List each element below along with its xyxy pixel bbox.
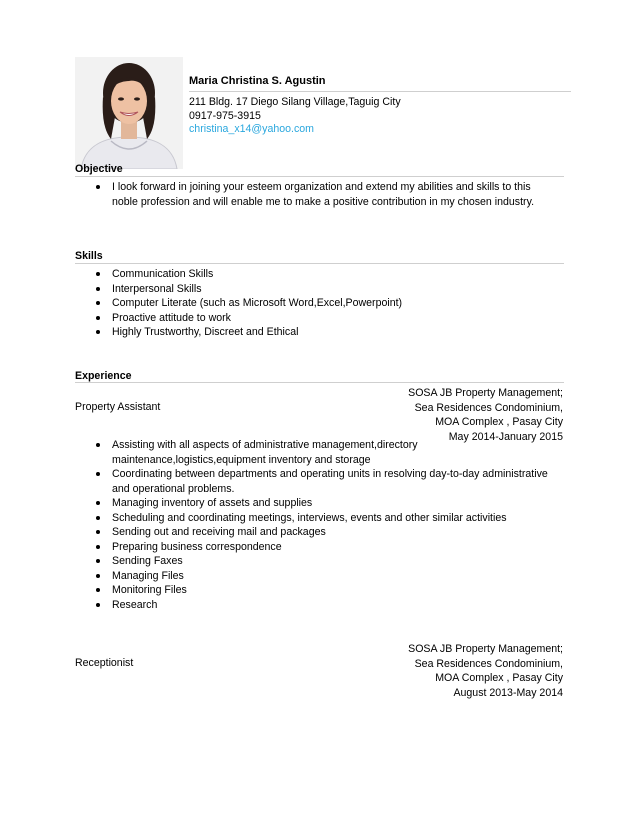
job-company-block — [408, 386, 563, 444]
list-item: I look forward in joining your esteem organization and extend my abilities and skills to this noble profession and will enable me to make a positive contribution in my chosen industry. — [95, 180, 555, 209]
list-item: Scheduling and coordinating meetings, interviews, events and other similar activities — [95, 511, 555, 526]
list-item: Managing inventory of assets and supplies — [95, 496, 555, 511]
phone-number: 0917-975-3915 — [189, 110, 261, 122]
skills-divider — [75, 263, 564, 264]
list-item: Preparing business correspondence — [95, 540, 555, 555]
person-photo-icon — [75, 57, 183, 169]
company-line: SOSA JB Property Management; — [408, 387, 563, 399]
job-dates: May 2014-January 2015 — [448, 430, 563, 443]
list-item: Interpersonal Skills — [95, 282, 555, 297]
job-title: Property Assistant — [75, 401, 161, 413]
list-item: Sending out and receiving mail and packages — [95, 525, 555, 540]
list-item: Research — [95, 598, 555, 613]
list-item: Monitoring Files — [95, 583, 555, 598]
list-item: Assisting with all aspects of administrative management,directory maintenance,logistics,equipment inventory and storage — [95, 438, 555, 467]
address: 211 Bldg. 17 Diego Silang Village,Taguig City — [189, 96, 401, 108]
skills-list — [95, 267, 555, 340]
experience-heading: Experience — [75, 370, 132, 382]
list-item: Sending Faxes — [95, 554, 555, 569]
list-item: Coordinating between departments and operating units in resolving day-to-day administrative and operational problems. — [95, 467, 555, 496]
job-company-block — [408, 642, 563, 700]
experience-divider — [75, 382, 564, 383]
skills-heading: Skills — [75, 250, 103, 262]
candidate-name: Maria Christina S. Agustin — [189, 75, 326, 87]
profile-photo — [75, 57, 183, 169]
list-item: Proactive attitude to work — [95, 311, 555, 326]
list-item: Communication Skills — [95, 267, 555, 282]
job-dates: August 2013-May 2014 — [453, 686, 563, 699]
objective-heading: Objective — [75, 163, 123, 175]
list-item: Computer Literate (such as Microsoft Word,Excel,Powerpoint) — [95, 296, 555, 311]
company-line: MOA Complex , Pasay City — [435, 416, 563, 428]
list-item: Managing Files — [95, 569, 555, 584]
company-line: SOSA JB Property Management; — [408, 643, 563, 655]
header-divider — [189, 91, 571, 92]
email-link[interactable]: christina_x14@yahoo.com — [189, 123, 314, 135]
company-line: MOA Complex , Pasay City — [435, 672, 563, 684]
objective-divider — [75, 176, 564, 177]
objective-list — [95, 180, 555, 209]
company-line: Sea Residences Condominium, — [414, 657, 563, 670]
company-line: Sea Residences Condominium, — [414, 401, 563, 414]
duties-list — [95, 438, 555, 612]
list-item: Highly Trustworthy, Discreet and Ethical — [95, 325, 555, 340]
job-title: Receptionist — [75, 657, 134, 669]
